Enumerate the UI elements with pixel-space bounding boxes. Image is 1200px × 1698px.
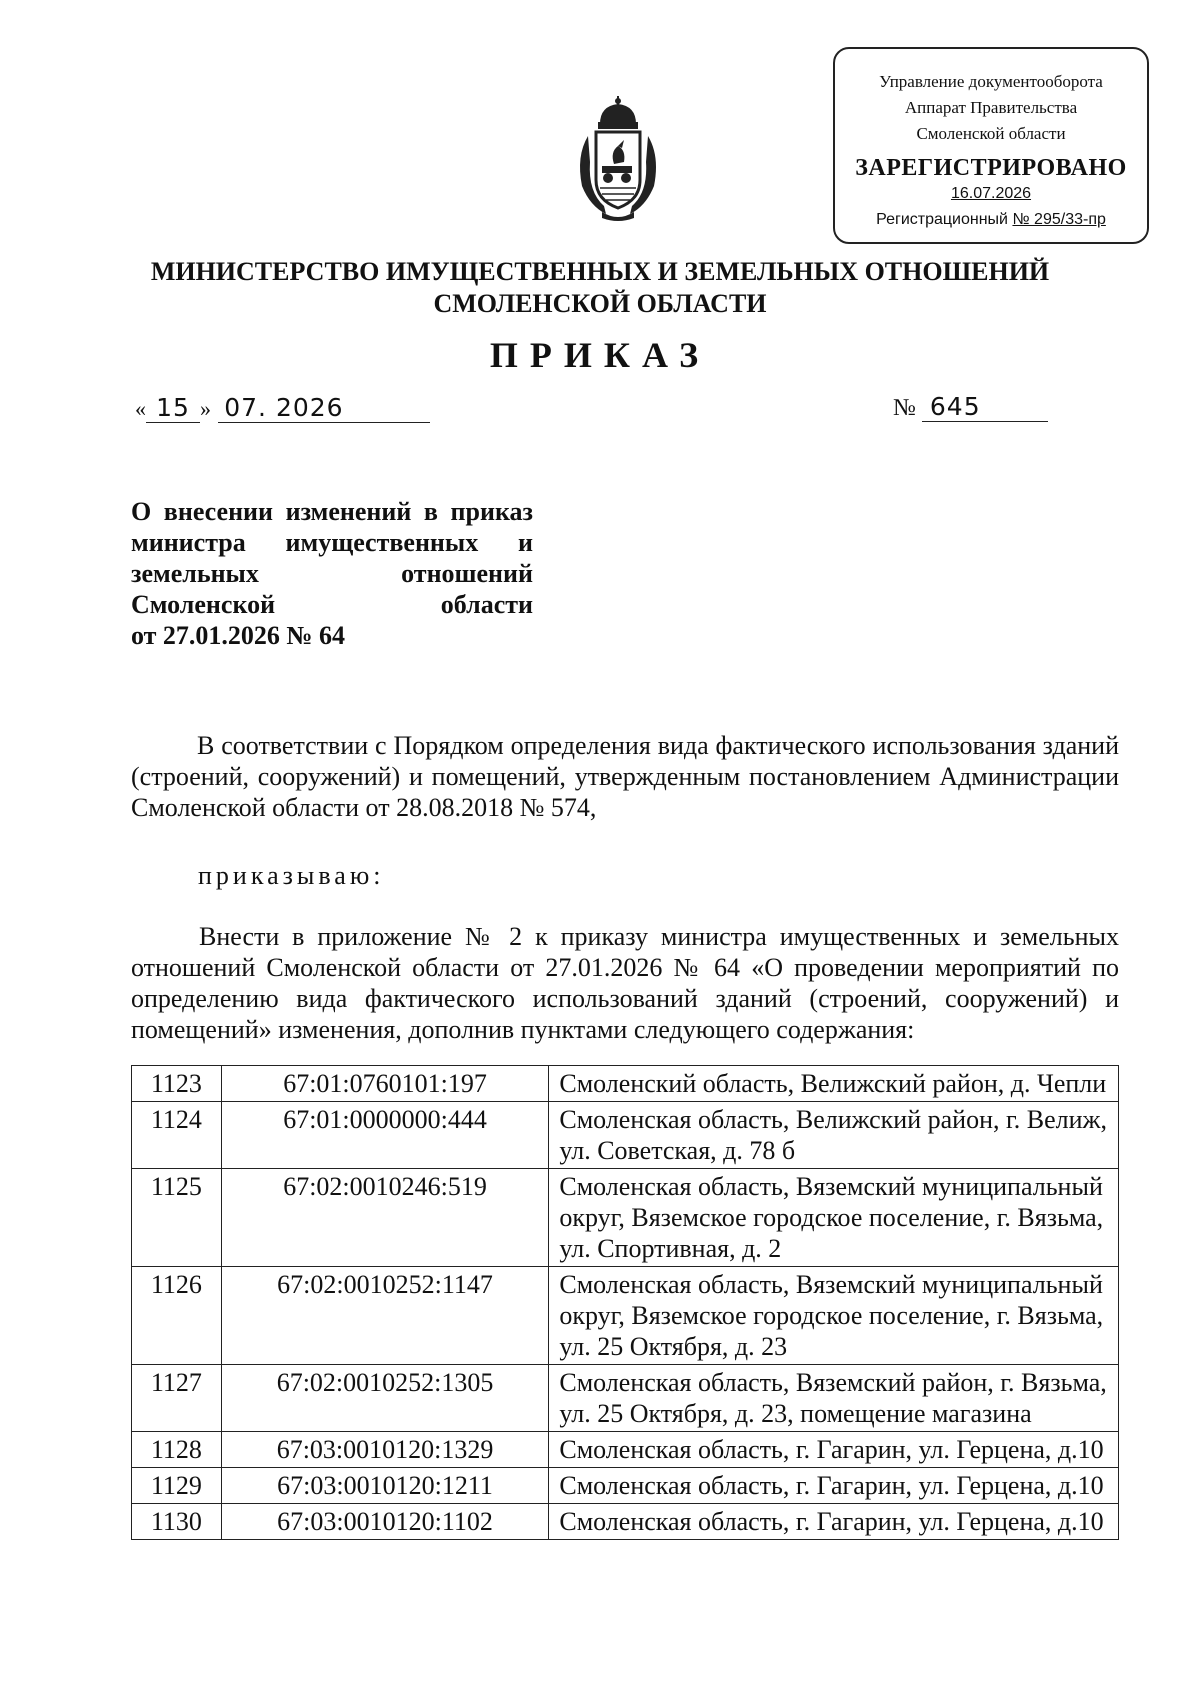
object-address: Смоленская область, Вяземский муниципальный округ, Вяземское городское поселение, г. Вязьма, ул. Спортивная, д. 2 — [549, 1169, 1119, 1267]
cadastral-number: 67:02:0010252:1305 — [221, 1365, 549, 1432]
subject-line-4: Смоленской области — [131, 590, 533, 619]
order-paragraph: Внести в приложение № 2 к приказу министра имущественных и земельных отношений Смоленской области от 27.01.2026 № 64 «О проведении мероприятий по определению вида фактического использований зданий (строений, сооружений) и помещений» изменения, дополнив пунктами следующего содержания: — [131, 922, 1119, 1044]
stamp-status: ЗАРЕГИСТРИРОВАНО — [855, 155, 1127, 181]
cadastral-number: 67:01:0000000:444 — [221, 1102, 549, 1169]
row-number: 1126 — [132, 1267, 222, 1365]
cadastral-number: 67:02:0010252:1147 — [221, 1267, 549, 1365]
table-row — [132, 1066, 1119, 1102]
table-row — [132, 1504, 1119, 1540]
row-number: 1124 — [132, 1102, 222, 1169]
smolensk-coat-of-arms-icon — [566, 96, 670, 222]
cadastral-number: 67:01:0760101:197 — [221, 1066, 549, 1102]
table-row — [132, 1169, 1119, 1267]
object-address: Смоленская область, г. Гагарин, ул. Герцена, д.10 — [549, 1468, 1119, 1504]
row-number: 1123 — [132, 1066, 222, 1102]
object-address: Смоленский область, Велижский район, д. Чепли — [549, 1066, 1119, 1102]
subject-line-1: О внесении изменений в приказ — [131, 497, 533, 526]
stamp-apparatus: Аппарат Правительства — [904, 98, 1078, 117]
cadastral-number: 67:02:0010246:519 — [221, 1169, 549, 1267]
order-month-year: 07. 2026 — [218, 393, 430, 423]
document-type: ПРИКАЗ — [489, 335, 711, 375]
stamp-reg-value: № 295/33-пр — [1012, 211, 1106, 228]
stamp-reg-label: Регистрационный — [876, 211, 1008, 228]
objects-table — [131, 1065, 1119, 1540]
registration-stamp — [833, 47, 1149, 244]
stamp-region: Смоленской области — [916, 124, 1066, 143]
order-number-value: 645 — [922, 392, 1048, 422]
order-date — [135, 392, 430, 423]
date-quote-close: » — [200, 396, 211, 421]
date-quote-open: « — [135, 396, 146, 421]
subject-line-3: земельных отношений — [131, 559, 533, 588]
cadastral-number: 67:03:0010120:1102 — [221, 1504, 549, 1540]
number-sign: № — [893, 395, 916, 421]
object-address: Смоленская область, Вяземский муниципальный округ, Вяземское городское поселение, г. Вязьма, ул. 25 Октября, д. 23 — [549, 1267, 1119, 1365]
row-number: 1128 — [132, 1432, 222, 1468]
order-verb: приказываю: — [198, 861, 385, 890]
subject-line-5: от 27.01.2026 № 64 — [131, 621, 346, 650]
ministry-name-line2: СМОЛЕНСКОЙ ОБЛАСТИ — [433, 289, 767, 318]
stamp-department: Управление документооборота — [879, 72, 1103, 91]
stamp-reg-number — [835, 211, 1147, 229]
subject-line-2: министра имущественных и — [131, 528, 533, 557]
table-row — [132, 1468, 1119, 1504]
object-address: Смоленская область, Вяземский район, г. Вязьма, ул. 25 Октября, д. 23, помещение магазина — [549, 1365, 1119, 1432]
object-address: Смоленская область, г. Гагарин, ул. Герцена, д.10 — [549, 1432, 1119, 1468]
object-address: Смоленская область, Велижский район, г. Велиж, ул. Советская, д. 78 б — [549, 1102, 1119, 1169]
table-row — [132, 1432, 1119, 1468]
row-number: 1125 — [132, 1169, 222, 1267]
order-subject — [131, 496, 533, 651]
table-row — [132, 1102, 1119, 1169]
row-number: 1127 — [132, 1365, 222, 1432]
preamble-paragraph: В соответствии с Порядком определения вида фактического использования зданий (строений, сооружений) и помещений, утвержденным постановлением Администрации Смоленской области от 28.08.2018 № 574, — [131, 731, 1119, 822]
row-number: 1130 — [132, 1504, 222, 1540]
table-row — [132, 1267, 1119, 1365]
cadastral-number: 67:03:0010120:1329 — [221, 1432, 549, 1468]
ministry-name-line1: МИНИСТЕРСТВО ИМУЩЕСТВЕННЫХ И ЗЕМЕЛЬНЫХ ОТНОШЕНИЙ — [150, 257, 1050, 286]
stamp-date: 16.07.2026 — [950, 185, 1032, 202]
objects-table-body — [132, 1066, 1119, 1540]
table-row — [132, 1365, 1119, 1432]
order-number — [893, 392, 1048, 422]
cadastral-number: 67:03:0010120:1211 — [221, 1468, 549, 1504]
row-number: 1129 — [132, 1468, 222, 1504]
ministry-name — [0, 256, 1200, 320]
order-day: 15 — [146, 393, 200, 423]
object-address: Смоленская область, г. Гагарин, ул. Герцена, д.10 — [549, 1504, 1119, 1540]
